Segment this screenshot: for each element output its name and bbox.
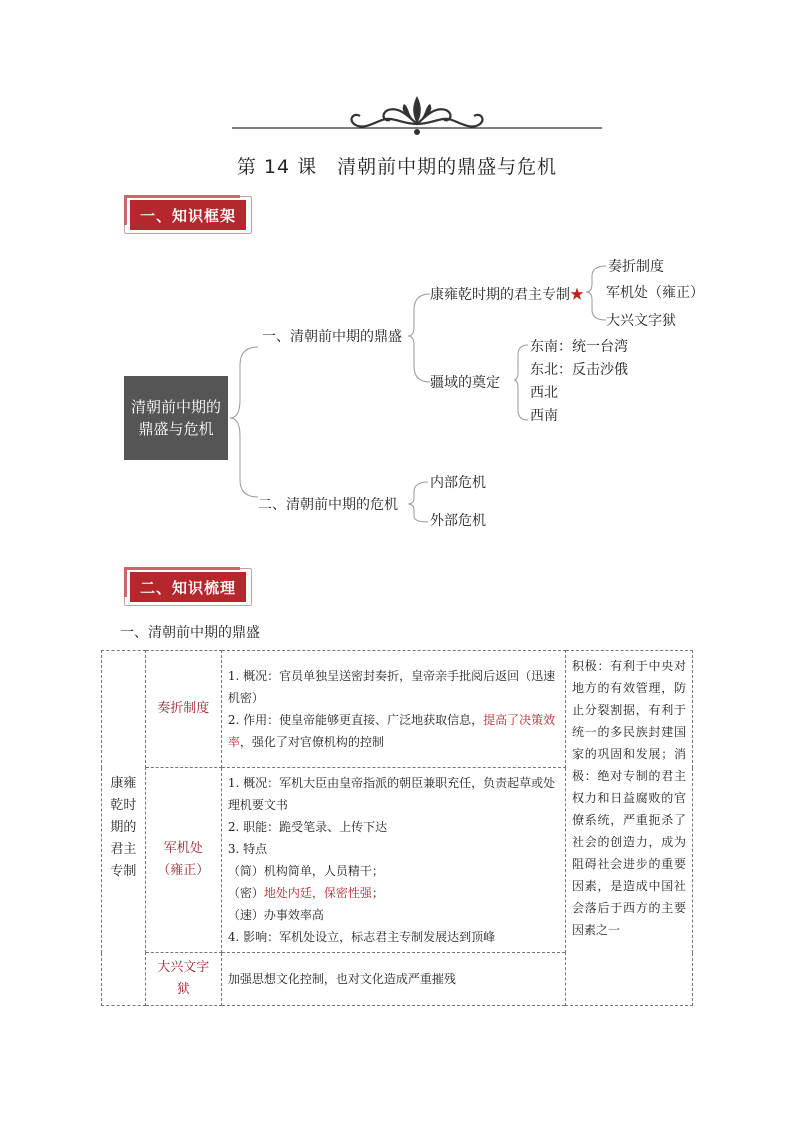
star-icon: ★ <box>570 287 584 303</box>
section-badge-review <box>124 568 252 606</box>
section-badge-label: 二、知识梳理 <box>130 572 246 602</box>
mindmap-item: 西南 <box>530 408 558 424</box>
item-detail-cell <box>221 651 565 768</box>
detail-line: 1. 概况：官员单独呈送密封奏折，皇帝亲手批阅后返回（迅速机密） <box>227 669 556 705</box>
mindmap-branch-crisis: 二、清朝前中期的危机 <box>258 497 398 513</box>
mindmap-node-territory: 疆域的奠定 <box>430 375 500 391</box>
detail-line: 1. 概况：军机大臣由皇帝指派的朝臣兼职充任，负责起草或处理机要文书 <box>227 776 556 812</box>
detail-line: （简）机构简单，人员精干； <box>227 864 384 878</box>
detail-line: （速）办事效率高 <box>227 908 324 922</box>
mindmap-item: 东南：统一台湾 <box>530 339 628 355</box>
evaluation-cell: 积极：有利于中央对地方的有效管理，防止分裂割据，有利于统一的多民族封建国家的巩固和发展；消极：绝对专制的君主权力和日益腐败的官僚系统，严重扼杀了社会的创造力，成为阻碍社会进步的重要因素，是造成中国社会落后于西方的主要因素之一 <box>566 651 693 1006</box>
item-name-cell: 奏折制度 <box>145 651 221 768</box>
item-detail-cell <box>221 768 565 953</box>
section-badge-label: 一、知识框架 <box>130 200 246 230</box>
page-title: 第 14 课 清朝前中期的鼎盛与危机 <box>236 156 558 178</box>
detail-line: 3. 特点 <box>227 842 268 856</box>
item-detail-cell: 加强思想文化控制，也对文化造成严重摧残 <box>221 953 565 1006</box>
mindmap-item: 内部危机 <box>430 475 486 491</box>
mindmap-branch-prosperity: 一、清朝前中期的鼎盛 <box>262 329 402 345</box>
mindmap-node-autocracy <box>430 284 584 304</box>
detail-line: 2. 职能：跪受笔录、上传下达 <box>227 820 388 834</box>
mindmap-item: 大兴文字狱 <box>606 313 676 329</box>
highlight-text: 地处内廷，保密性强 <box>263 886 372 900</box>
sub-heading: 一、清朝前中期的鼎盛 <box>120 625 260 641</box>
mindmap-item: 奏折制度 <box>608 259 664 275</box>
item-name-cell: 军机处（雍正） <box>145 768 221 953</box>
mindmap-central-node: 清朝前中期的鼎盛与危机 <box>124 376 228 460</box>
mindmap-connectors <box>0 0 794 560</box>
knowledge-table <box>101 650 693 1006</box>
item-name-cell: 大兴文字狱 <box>145 953 221 1006</box>
mindmap-item: 东北：反击沙俄 <box>530 362 628 378</box>
mindmap-item: 外部危机 <box>430 513 486 529</box>
detail-line: 2. 作用：使皇帝能够更直接、广泛地获取信息，提高了决策效率，强化了对官僚机构的控制 <box>227 713 556 749</box>
autocracy-label: 康雍乾时期的君主专制 <box>430 287 570 303</box>
row-header-cell: 康雍乾时期的君主专制 <box>102 651 146 1006</box>
mindmap-item: 军机处（雍正） <box>606 285 704 301</box>
detail-line: （密）地处内廷，保密性强； <box>227 886 384 900</box>
mindmap-item: 西北 <box>530 385 558 401</box>
highlight-text: 提高了决策效率 <box>227 713 556 749</box>
detail-line: 4. 影响：军机处设立，标志君主专制发展达到顶峰 <box>227 930 496 944</box>
